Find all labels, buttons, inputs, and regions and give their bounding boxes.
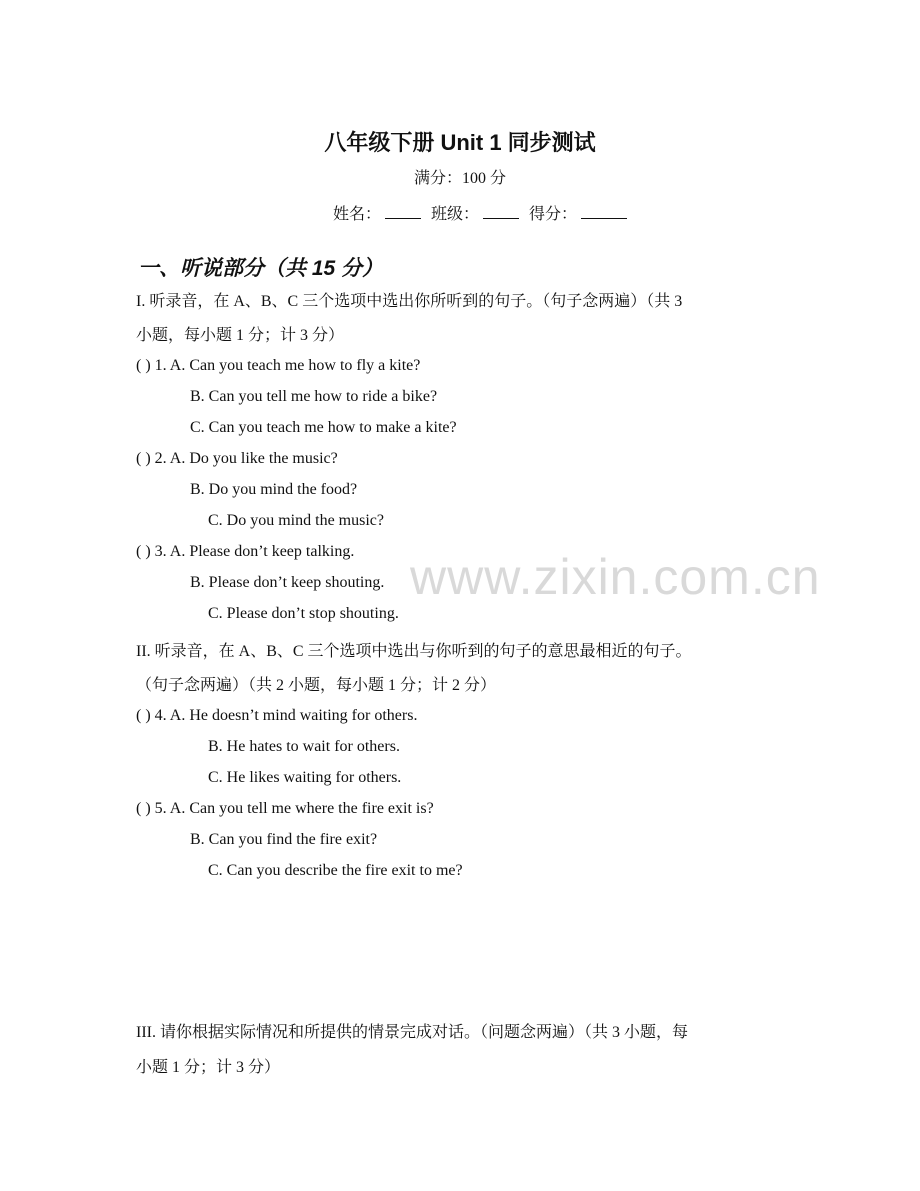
name-field[interactable] [385,204,421,219]
part3-instruction-cont: 小题 1 分；计 3 分） [136,1059,281,1076]
student-info-line [333,201,633,224]
full-score-line: 满分：100 分 [413,170,506,187]
watermark-text: www.zixin.com.cn [410,549,821,605]
class-label: 班级： [431,206,480,223]
score-field[interactable] [581,204,627,219]
question-2-option-a: ( ) 2. A. Do you like the music? [136,450,338,467]
name-label: 姓名： [333,206,382,223]
question-3-option-b: B. Please don’t keep shouting. [190,574,385,591]
part1-instruction: I. 听录音，在 A、B、C 三个选项中选出你所听到的句子。（句子念两遍）（共 3 [136,293,683,310]
question-1-option-a: ( ) 1. A. Can you teach me how to fly a kite? [136,357,421,374]
part1-instruction-cont: 小题，每小题 1 分；计 3 分） [136,327,345,344]
question-5-option-b: B. Can you find the fire exit? [190,831,378,848]
page-title: 八年级下册 Unit 1 同步测试 [324,130,596,155]
question-1-option-b: B. Can you tell me how to ride a bike? [190,388,438,405]
question-4-option-c: C. He likes waiting for others. [208,769,402,786]
section-heading: 一、听说部分（共 15 分） [138,257,384,280]
question-5-option-a: ( ) 5. A. Can you tell me where the fire exit is? [136,800,434,817]
question-2-option-b: B. Do you mind the food? [190,481,358,498]
question-4-option-b: B. He hates to wait for others. [208,738,400,755]
question-5-option-c: C. Can you describe the fire exit to me? [208,862,463,879]
question-4-option-a: ( ) 4. A. He doesn’t mind waiting for others. [136,707,418,724]
question-3-option-a: ( ) 3. A. Please don’t keep talking. [136,543,355,560]
question-1-option-c: C. Can you teach me how to make a kite? [190,419,457,436]
question-3-option-c: C. Please don’t stop shouting. [208,605,399,622]
part2-instruction-cont: （句子念两遍）（共 2 小题，每小题 1 分；计 2 分） [136,677,497,694]
part3-instruction: III. 请你根据实际情况和所提供的情景完成对话。（问题念两遍）（共 3 小题，每 [136,1024,688,1041]
score-label: 得分： [529,206,578,223]
class-field[interactable] [483,204,519,219]
part2-instruction: II. 听录音，在 A、B、C 三个选项中选出与你听到的句子的意思最相近的句子。 [136,643,692,660]
question-2-option-c: C. Do you mind the music? [208,512,384,529]
